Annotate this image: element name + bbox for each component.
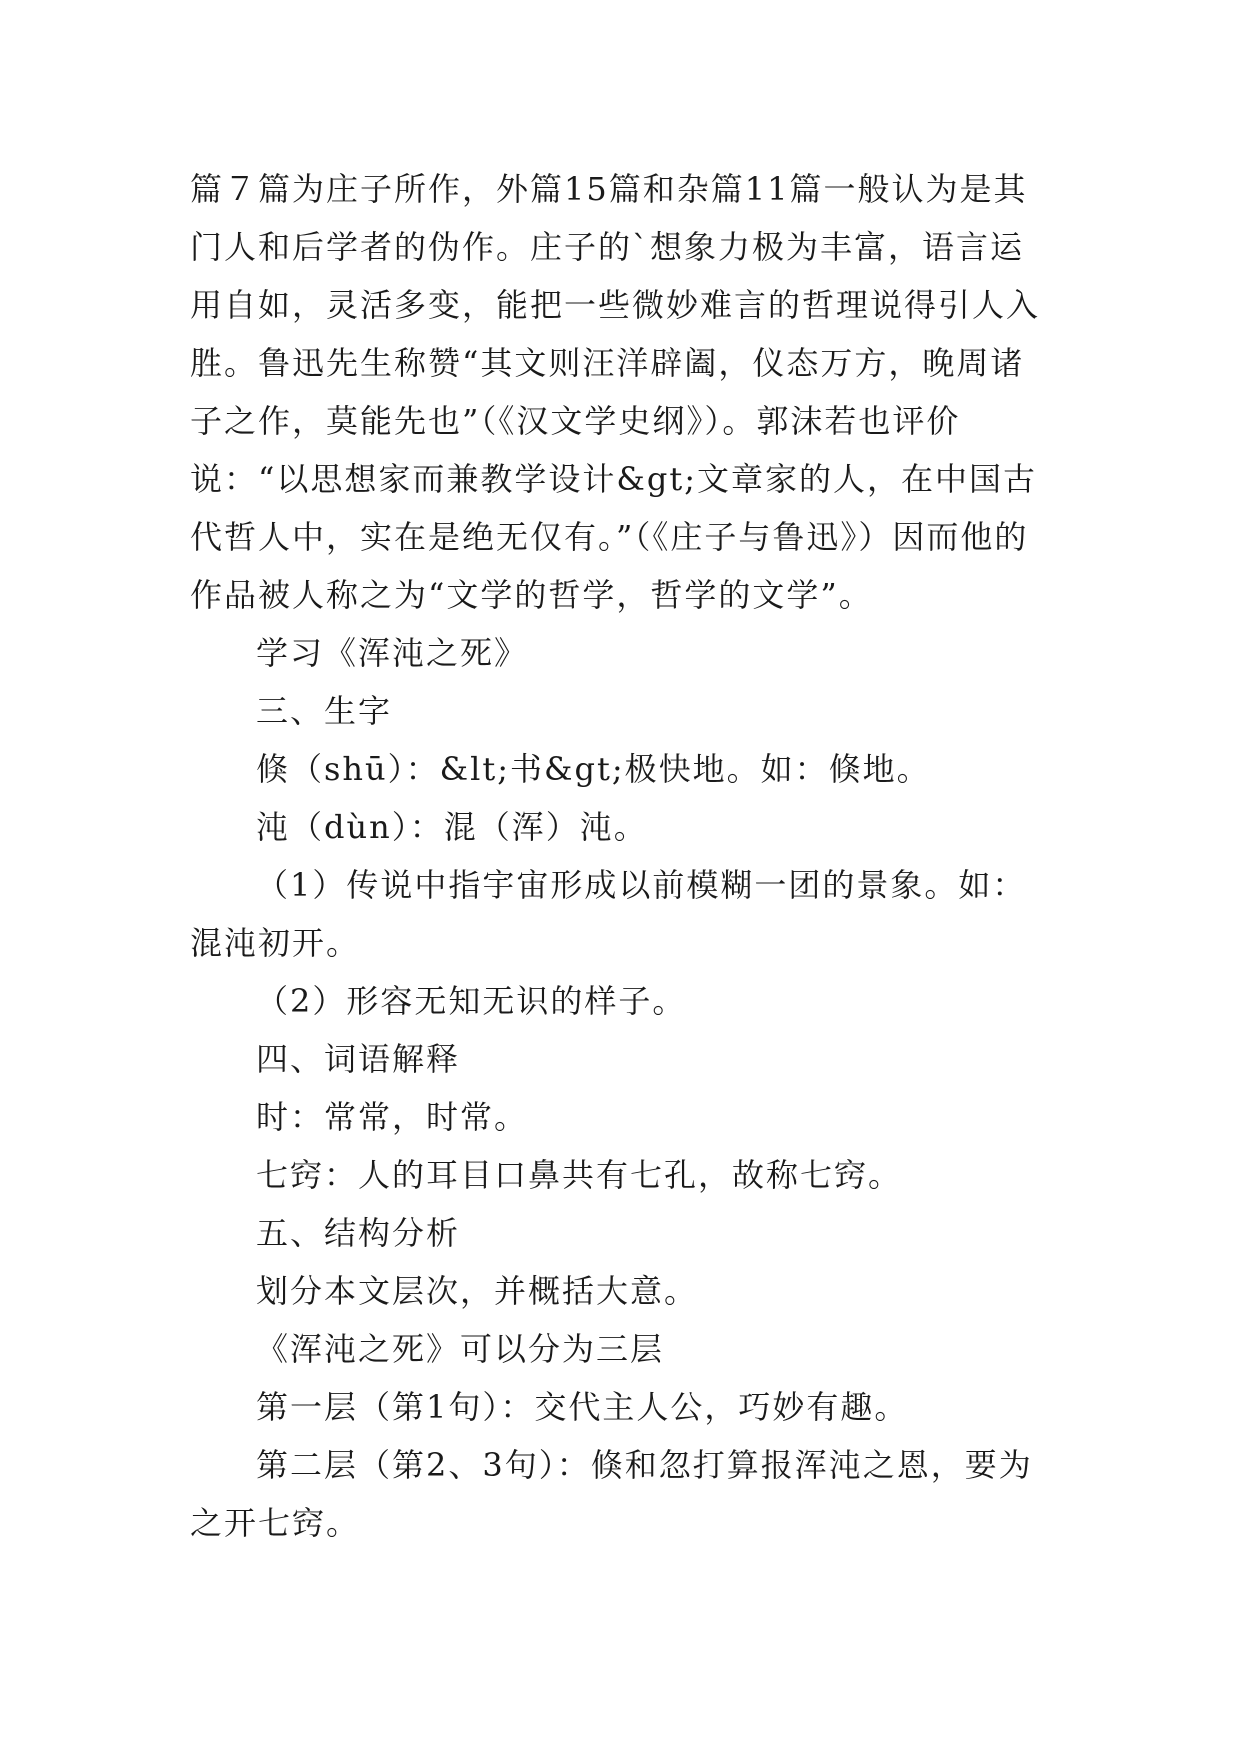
paragraph-three-layers: 《浑沌之死》可以分为三层 — [256, 1330, 665, 1368]
heading-word-explanation: 四、词语解释 — [256, 1040, 461, 1078]
paragraph-dun-definition: 沌（dùn）：混（浑）沌。 — [256, 808, 648, 846]
paragraph-layer-one: 第一层（第1句）：交代主人公，巧妙有趣。 — [256, 1388, 909, 1426]
heading-new-characters: 三、生字 — [256, 692, 393, 730]
paragraph-dun-meaning-1: （1）传说中指宇宙形成以前模糊一团的景象。如：混沌初开。 — [190, 866, 1027, 962]
paragraph-task: 划分本文层次，并概括大意。 — [256, 1272, 699, 1310]
paragraph-qiqiao-definition: 七窍：人的耳目口鼻共有七孔，故称七窍。 — [256, 1156, 903, 1194]
document-body — [190, 160, 1050, 1552]
paragraph-zhuangzi-intro: 篇７篇为庄子所作，外篇15篇和杂篇11篇一般认为是其门人和后学者的伪作。庄子的`想象力极为丰富，语言运用自如，灵活多变，能把一些微妙难言的哲理说得引人入胜。鲁迅先生称赞“其文则汪洋辟阖，仪态万方，晚周诸子之作，莫能先也”（《汉文学史纲》）。郭沫若也评价说：“以思想家而兼教学设计&gt;文章家的人，在中国古代哲人中，实在是绝无仅有。”（《庄子与鲁迅》）因而他的作品被人称之为“文学的哲学，哲学的文学”。 — [190, 170, 1041, 614]
paragraph-dun-meaning-2: （2）形容无知无识的样子。 — [256, 982, 687, 1020]
paragraph-shu-definition: 倏（shū）：&lt;书&gt;极快地。如：倏地。 — [256, 750, 931, 788]
heading-structure-analysis: 五、结构分析 — [256, 1214, 461, 1252]
paragraph-layer-two: 第二层（第2、3句）：倏和忽打算报浑沌之恩，要为之开七窍。 — [190, 1446, 1033, 1542]
paragraph-shi-definition: 时：常常，时常。 — [256, 1098, 529, 1136]
paragraph-study-title: 学习《浑沌之死》 — [256, 634, 529, 672]
